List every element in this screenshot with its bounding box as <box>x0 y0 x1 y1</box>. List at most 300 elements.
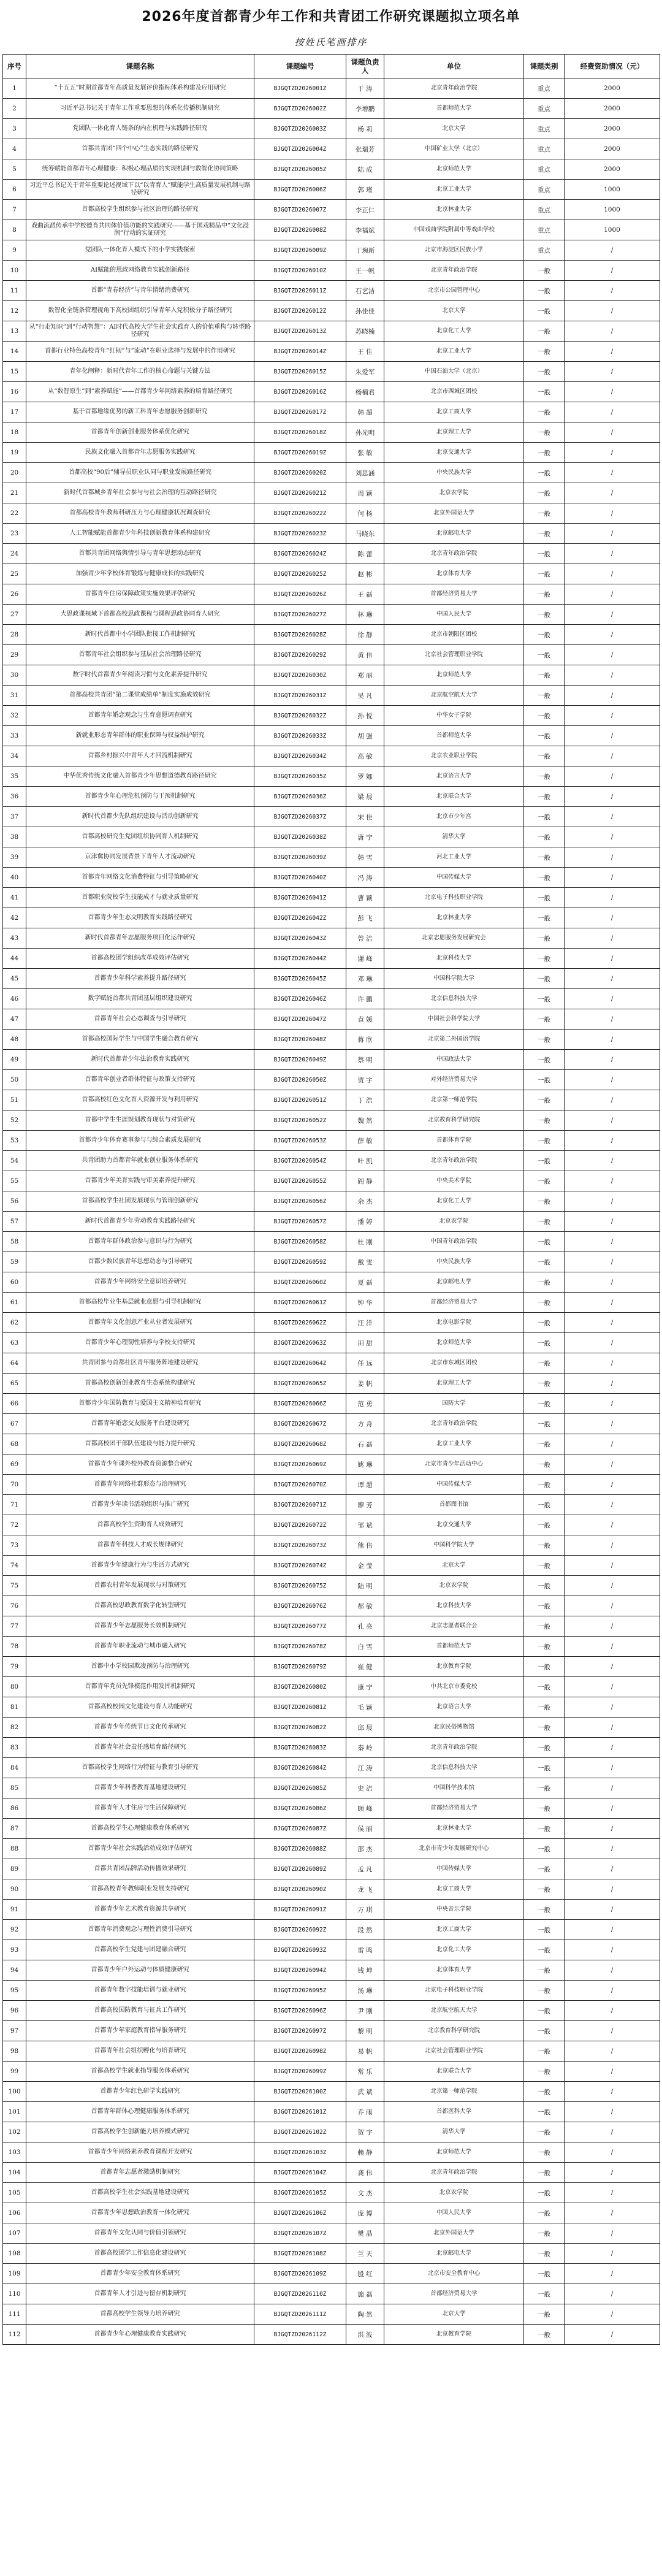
leader-unit: 北京市海淀区民族小学 <box>384 240 524 261</box>
project-code: BJGQTZD2026019Z <box>254 443 346 463</box>
project-code: BJGQTZD2026098Z <box>254 2041 346 2062</box>
project-title: 首都青少年健康行为与生活方式研究 <box>26 1556 254 1576</box>
row-number: 51 <box>3 1090 26 1110</box>
project-category: 一般 <box>524 766 565 787</box>
project-leader: 王 佳 <box>346 342 384 362</box>
project-leader: 夏 磊 <box>346 1272 384 1293</box>
project-leader: 万 琪 <box>346 1900 384 1920</box>
funding-amount: / <box>565 1353 660 1374</box>
row-number: 85 <box>3 1778 26 1798</box>
project-category: 一般 <box>524 1637 565 1657</box>
project-code: BJGQTZD2026061Z <box>254 1293 346 1313</box>
row-number: 104 <box>3 2163 26 2183</box>
project-leader: 易 帆 <box>346 2041 384 2062</box>
project-category: 一般 <box>524 1940 565 1960</box>
project-title: 新时代首都青少年法治教育实践研究 <box>26 1050 254 1070</box>
page-title: 2026年度首都青少年工作和共青团工作研究课题拟立项名单 <box>142 9 520 25</box>
project-title: 共青团助力首都青年就业创业服务体系研究 <box>26 1151 254 1171</box>
leader-unit: 北京体育大学 <box>384 1960 524 1981</box>
project-leader: 范 勇 <box>346 1394 384 1414</box>
table-row <box>3 1333 660 1353</box>
table-row <box>3 1535 660 1556</box>
row-number: 80 <box>3 1677 26 1697</box>
row-number: 71 <box>3 1495 26 1515</box>
project-leader: 胡 强 <box>346 726 384 746</box>
leader-unit: 北京志愿者联合会 <box>384 1616 524 1637</box>
leader-unit: 北京工商大学 <box>384 1879 524 1900</box>
row-number: 70 <box>3 1475 26 1495</box>
project-category: 一般 <box>524 1353 565 1374</box>
project-code: BJGQTZD2026041Z <box>254 888 346 908</box>
leader-unit: 北京工商大学 <box>384 402 524 422</box>
project-title: 首都乡村振兴中青年人才回流机制研究 <box>26 746 254 766</box>
table-row <box>3 2284 660 2304</box>
project-leader: 宋 佳 <box>346 807 384 827</box>
project-category: 一般 <box>524 2223 565 2244</box>
table-row <box>3 159 660 180</box>
project-title: 首都高校共青团“第二课堂成绩单”制度实施成效研究 <box>26 686 254 706</box>
row-number: 88 <box>3 1839 26 1859</box>
project-leader: 冯 涛 <box>346 868 384 888</box>
project-category: 一般 <box>524 1151 565 1171</box>
project-leader: 姚 琳 <box>346 1454 384 1475</box>
project-title: 共青团参与首都社区青年服务阵地建设研究 <box>26 1353 254 1374</box>
project-category: 一般 <box>524 1050 565 1070</box>
table-row <box>3 949 660 969</box>
project-code: BJGQTZD2026013Z <box>254 321 346 342</box>
project-code: BJGQTZD2026037Z <box>254 807 346 827</box>
leader-unit: 北京林业大学 <box>384 1819 524 1839</box>
project-code: BJGQTZD2026111Z <box>254 2304 346 2325</box>
project-code: BJGQTZD2026032Z <box>254 706 346 726</box>
project-code: BJGQTZD2026103Z <box>254 2142 346 2163</box>
project-leader: 邹 斌 <box>346 1515 384 1535</box>
funding-amount: / <box>565 1151 660 1171</box>
funding-amount: / <box>565 908 660 928</box>
project-leader: 余 杰 <box>346 1191 384 1212</box>
table-row <box>3 1293 660 1313</box>
funding-amount: / <box>565 2264 660 2284</box>
funding-amount: / <box>565 2122 660 2142</box>
table-row <box>3 1070 660 1090</box>
project-category: 一般 <box>524 969 565 989</box>
row-number: 72 <box>3 1515 26 1535</box>
project-leader: 蒋 欣 <box>346 1030 384 1050</box>
table-row <box>3 1940 660 1960</box>
project-code: BJGQTZD2026110Z <box>254 2284 346 2304</box>
project-leader: 田 甜 <box>346 1333 384 1353</box>
funding-amount: / <box>565 1697 660 1718</box>
funding-amount: / <box>565 686 660 706</box>
project-title: 首都青年网络文化消费特征与引导策略研究 <box>26 868 254 888</box>
table-row <box>3 1758 660 1778</box>
table-row <box>3 1475 660 1495</box>
table-row <box>3 1798 660 1819</box>
funding-amount: / <box>565 2062 660 2082</box>
funding-amount: / <box>565 1009 660 1030</box>
project-category: 一般 <box>524 2041 565 2062</box>
leader-unit: 北京大学 <box>384 2304 524 2325</box>
project-category: 一般 <box>524 584 565 605</box>
funding-amount: / <box>565 1394 660 1414</box>
project-category: 一般 <box>524 443 565 463</box>
project-category: 一般 <box>524 1738 565 1758</box>
row-number: 6 <box>3 180 26 200</box>
row-number: 81 <box>3 1697 26 1718</box>
project-leader: 李福斌 <box>346 220 384 240</box>
project-title: 首都高校创新创业教育生态系统构建研究 <box>26 1374 254 1394</box>
row-number: 55 <box>3 1171 26 1191</box>
funding-amount: / <box>565 301 660 321</box>
project-code: BJGQTZD2026051Z <box>254 1090 346 1110</box>
funding-amount: / <box>565 1576 660 1596</box>
project-code: BJGQTZD2026073Z <box>254 1535 346 1556</box>
project-title: 首都青年住房保障政策实施效果评估研究 <box>26 584 254 605</box>
project-leader: 谭 超 <box>346 1475 384 1495</box>
project-code: BJGQTZD2026084Z <box>254 1758 346 1778</box>
project-leader: 丁琬新 <box>346 240 384 261</box>
project-code: BJGQTZD2026107Z <box>254 2223 346 2244</box>
project-category: 一般 <box>524 281 565 301</box>
funding-amount: / <box>565 665 660 686</box>
project-code: BJGQTZD2026112Z <box>254 2325 346 2345</box>
project-category: 一般 <box>524 2001 565 2021</box>
project-category: 一般 <box>524 847 565 868</box>
funding-amount: / <box>565 726 660 746</box>
project-code: BJGQTZD2026088Z <box>254 1839 346 1859</box>
table-row <box>3 1454 660 1475</box>
project-category: 一般 <box>524 2203 565 2223</box>
project-code: BJGQTZD2026072Z <box>254 1515 346 1535</box>
project-category: 一般 <box>524 949 565 969</box>
project-leader: 任 远 <box>346 1353 384 1374</box>
table-row <box>3 969 660 989</box>
leader-unit: 中华女子学院 <box>384 706 524 726</box>
row-number: 69 <box>3 1454 26 1475</box>
project-category: 一般 <box>524 524 565 544</box>
project-code: BJGQTZD2026085Z <box>254 1778 346 1798</box>
leader-unit: 首都经济贸易大学 <box>384 1798 524 1819</box>
project-code: BJGQTZD2026024Z <box>254 544 346 564</box>
row-number: 1 <box>3 78 26 99</box>
leader-unit: 北京民俗博物馆 <box>384 1718 524 1738</box>
row-number: 62 <box>3 1313 26 1333</box>
table-row <box>3 827 660 847</box>
project-code: BJGQTZD2026016Z <box>254 382 346 402</box>
project-category: 一般 <box>524 989 565 1009</box>
leader-unit: 首都经济贸易大学 <box>384 584 524 605</box>
funding-amount: / <box>565 1778 660 1798</box>
table-row <box>3 989 660 1009</box>
project-leader: 魏 然 <box>346 1110 384 1131</box>
funding-amount: / <box>565 2244 660 2264</box>
leader-unit: 北京科技大学 <box>384 1596 524 1616</box>
project-title: 首都高校校园文化建设与育人功能研究 <box>26 1697 254 1718</box>
row-number: 82 <box>3 1718 26 1738</box>
project-category: 一般 <box>524 1394 565 1414</box>
funding-amount: / <box>565 928 660 949</box>
project-title: 首都青年群体心理健康服务体系研究 <box>26 2102 254 2122</box>
project-category: 一般 <box>524 2122 565 2142</box>
row-number: 96 <box>3 2001 26 2021</box>
leader-unit: 北京农学院 <box>384 483 524 503</box>
leader-unit: 中央音乐学院 <box>384 1900 524 1920</box>
project-code: BJGQTZD2026042Z <box>254 908 346 928</box>
funding-amount: / <box>565 2223 660 2244</box>
project-code: BJGQTZD2026023Z <box>254 524 346 544</box>
funding-amount: / <box>565 2163 660 2183</box>
table-row <box>3 564 660 584</box>
row-number: 109 <box>3 2264 26 2284</box>
project-leader: 尹 刚 <box>346 2001 384 2021</box>
project-title: 首都青少年心理韧性培养与学校支持研究 <box>26 1333 254 1353</box>
row-number: 48 <box>3 1030 26 1050</box>
project-leader: 廖 芳 <box>346 1495 384 1515</box>
row-number: 11 <box>3 281 26 301</box>
project-leader: 龙 飞 <box>346 1879 384 1900</box>
leader-unit: 首都经济贸易大学 <box>384 1293 524 1313</box>
funding-amount: / <box>565 827 660 847</box>
funding-amount: / <box>565 868 660 888</box>
table-row <box>3 139 660 159</box>
project-title: 首都中学生生涯规划教育现状与对策研究 <box>26 1110 254 1131</box>
project-leader: 苏晓楠 <box>346 321 384 342</box>
row-number: 76 <box>3 1596 26 1616</box>
funding-amount: / <box>565 2041 660 2062</box>
project-code: BJGQTZD2026086Z <box>254 1798 346 1819</box>
header-cell: 经费资助情况（元） <box>565 55 660 78</box>
project-title: 首都青少年网络素养教育课程开发研究 <box>26 2142 254 2163</box>
project-title: 首都高校学生网络行为特征与教育引导研究 <box>26 1758 254 1778</box>
project-leader: 邵 杰 <box>346 1839 384 1859</box>
project-category: 一般 <box>524 787 565 807</box>
project-code: BJGQTZD2026081Z <box>254 1697 346 1718</box>
table-row <box>3 1151 660 1171</box>
project-code: BJGQTZD2026059Z <box>254 1252 346 1272</box>
project-category: 一般 <box>524 2264 565 2284</box>
project-title: 首都高校青年教师科研压力与心理健康状况调查研究 <box>26 503 254 524</box>
leader-unit: 中国传媒大学 <box>384 1859 524 1879</box>
leader-unit: 北京教育学院 <box>384 2325 524 2345</box>
table-row <box>3 2122 660 2142</box>
leader-unit: 北京教育科学研究院 <box>384 1110 524 1131</box>
leader-unit: 北京大学 <box>384 301 524 321</box>
project-category: 一般 <box>524 928 565 949</box>
table-row <box>3 706 660 726</box>
leader-unit: 北京化工大学 <box>384 1940 524 1960</box>
table-row <box>3 503 660 524</box>
project-leader: 邱 晨 <box>346 1718 384 1738</box>
project-title: 首都高校红色文化育人资源开发与利用研究 <box>26 1090 254 1110</box>
leader-unit: 中国政法大学 <box>384 1050 524 1070</box>
project-leader: 顾 峰 <box>346 1798 384 1819</box>
project-leader: 刘思涵 <box>346 463 384 483</box>
project-code: BJGQTZD2026011Z <box>254 281 346 301</box>
project-code: BJGQTZD2026053Z <box>254 1131 346 1151</box>
table-row <box>3 1050 660 1070</box>
project-leader: 曾 洁 <box>346 928 384 949</box>
project-title: 首都青年科技人才成长规律研究 <box>26 1535 254 1556</box>
leader-unit: 国防大学 <box>384 1394 524 1414</box>
project-leader: 龚 伟 <box>346 2163 384 2183</box>
project-title: 首都高校学生资助育人成效研究 <box>26 1515 254 1535</box>
row-number: 10 <box>3 261 26 281</box>
header-cell: 序号 <box>3 55 26 78</box>
table-row <box>3 2264 660 2284</box>
leader-unit: 北京市公园管理中心 <box>384 281 524 301</box>
leader-unit: 中央民族大学 <box>384 463 524 483</box>
project-leader: 孙 悦 <box>346 706 384 726</box>
project-leader: 江 涛 <box>346 1758 384 1778</box>
leader-unit: 北京化工大学 <box>384 1191 524 1212</box>
project-code: BJGQTZD2026044Z <box>254 949 346 969</box>
funding-amount: / <box>565 1454 660 1475</box>
leader-unit: 北京理工大学 <box>384 1374 524 1394</box>
leader-unit: 北京交通大学 <box>384 1515 524 1535</box>
project-title: 首都青少年美育实践与审美素养提升研究 <box>26 1171 254 1191</box>
funding-amount: / <box>565 1050 660 1070</box>
project-leader: 罗 娜 <box>346 766 384 787</box>
row-number: 61 <box>3 1293 26 1313</box>
row-number: 68 <box>3 1434 26 1454</box>
project-title: 首都青少年网络安全意识培养研究 <box>26 1272 254 1293</box>
funding-amount: / <box>565 564 660 584</box>
row-number: 112 <box>3 2325 26 2345</box>
project-category: 一般 <box>524 625 565 645</box>
project-leader: 李正仁 <box>346 200 384 220</box>
table-row <box>3 321 660 342</box>
project-code: BJGQTZD2026082Z <box>254 1718 346 1738</box>
project-title: 首都青年群体政治参与意识与行为研究 <box>26 1232 254 1252</box>
project-title: 首都青少年家庭教育指导服务研究 <box>26 2021 254 2041</box>
row-number: 101 <box>3 2102 26 2122</box>
leader-unit: 北京市少年宫 <box>384 807 524 827</box>
project-category: 一般 <box>524 1191 565 1212</box>
project-code: BJGQTZD2026090Z <box>254 1879 346 1900</box>
project-category: 一般 <box>524 1758 565 1778</box>
row-number: 103 <box>3 2142 26 2163</box>
table-row <box>3 2304 660 2325</box>
project-category: 一般 <box>524 342 565 362</box>
leader-unit: 北京信息科技大学 <box>384 1758 524 1778</box>
project-category: 一般 <box>524 1414 565 1434</box>
project-leader: 石艺洁 <box>346 281 384 301</box>
leader-unit: 北京第二外国语学院 <box>384 1030 524 1050</box>
project-code: BJGQTZD2026057Z <box>254 1212 346 1232</box>
leader-unit: 北京工业大学 <box>384 342 524 362</box>
project-leader: 段 然 <box>346 1920 384 1940</box>
project-category: 一般 <box>524 1434 565 1454</box>
row-number: 23 <box>3 524 26 544</box>
project-code: BJGQTZD2026056Z <box>254 1191 346 1212</box>
project-title: 首都青少年艺术教育资源共享研究 <box>26 1900 254 1920</box>
project-code: BJGQTZD2026096Z <box>254 2001 346 2021</box>
table-body <box>3 78 660 2345</box>
table-row <box>3 605 660 625</box>
funding-amount: / <box>565 1657 660 1677</box>
project-code: BJGQTZD2026104Z <box>254 2163 346 2183</box>
funding-amount: / <box>565 2304 660 2325</box>
project-category: 一般 <box>524 2284 565 2304</box>
leader-unit: 北京农学院 <box>384 2183 524 2203</box>
table-row <box>3 382 660 402</box>
table-row <box>3 1374 660 1394</box>
project-leader: 常 乐 <box>346 2062 384 2082</box>
table-row <box>3 2244 660 2264</box>
table-row <box>3 2142 660 2163</box>
funding-amount: 2000 <box>565 159 660 180</box>
funding-amount: / <box>565 443 660 463</box>
funding-amount: / <box>565 949 660 969</box>
table-row <box>3 422 660 443</box>
project-category: 重点 <box>524 180 565 200</box>
project-title: 首都青年社会责任感培育路径研究 <box>26 1738 254 1758</box>
project-category: 一般 <box>524 746 565 766</box>
project-code: BJGQTZD2026070Z <box>254 1475 346 1495</box>
table-row <box>3 1920 660 1940</box>
row-number: 9 <box>3 240 26 261</box>
row-number: 24 <box>3 544 26 564</box>
project-title: 新就业形态青年群体的职业保障与权益维护研究 <box>26 726 254 746</box>
funding-amount: / <box>565 1475 660 1495</box>
header-cell: 课题名称 <box>26 55 254 78</box>
project-category: 一般 <box>524 1252 565 1272</box>
project-code: BJGQTZD2026022Z <box>254 503 346 524</box>
funding-amount: 2000 <box>565 139 660 159</box>
funding-amount: / <box>565 382 660 402</box>
table-row <box>3 1556 660 1576</box>
project-title: 首都青年文化创意产业从业者发展研究 <box>26 1313 254 1333</box>
project-title: 首都高校学生党建与团建融合研究 <box>26 1940 254 1960</box>
leader-unit: 河北工业大学 <box>384 847 524 868</box>
leader-unit: 中国青年政治学院 <box>384 1232 524 1252</box>
row-number: 107 <box>3 2223 26 2244</box>
project-code: BJGQTZD2026031Z <box>254 686 346 706</box>
funding-amount: / <box>565 2142 660 2163</box>
row-number: 52 <box>3 1110 26 1131</box>
row-number: 44 <box>3 949 26 969</box>
row-number: 18 <box>3 422 26 443</box>
project-leader: 郭 瑾 <box>346 180 384 200</box>
funding-amount: / <box>565 1677 660 1697</box>
row-number: 12 <box>3 301 26 321</box>
project-code: BJGQTZD2026038Z <box>254 827 346 847</box>
project-leader: 孙佳佳 <box>346 301 384 321</box>
project-title: 首都青年婚恋交友服务平台建设研究 <box>26 1414 254 1434</box>
project-leader: 庞 博 <box>346 2203 384 2223</box>
funding-amount: / <box>565 1616 660 1637</box>
project-leader: 雷 鸣 <box>346 1940 384 1960</box>
project-category: 一般 <box>524 2082 565 2102</box>
table-row <box>3 2021 660 2041</box>
funding-amount: / <box>565 1819 660 1839</box>
project-leader: 杨 莉 <box>346 119 384 139</box>
row-number: 111 <box>3 2304 26 2325</box>
row-number: 8 <box>3 220 26 240</box>
project-leader: 林 琳 <box>346 605 384 625</box>
row-number: 43 <box>3 928 26 949</box>
row-number: 87 <box>3 1819 26 1839</box>
leader-unit: 北京工业大学 <box>384 1434 524 1454</box>
table-row <box>3 807 660 827</box>
row-number: 26 <box>3 584 26 605</box>
table-row <box>3 645 660 665</box>
project-title: 数智化全链条管理视角下高校团组织引导青年入党积极分子路径研究 <box>26 301 254 321</box>
project-title: 习近平总书记关于青年工作重要思想的体系化传播机制研究 <box>26 99 254 119</box>
project-category: 一般 <box>524 1030 565 1050</box>
project-leader: 王一帆 <box>346 261 384 281</box>
project-leader: 潘 婷 <box>346 1212 384 1232</box>
